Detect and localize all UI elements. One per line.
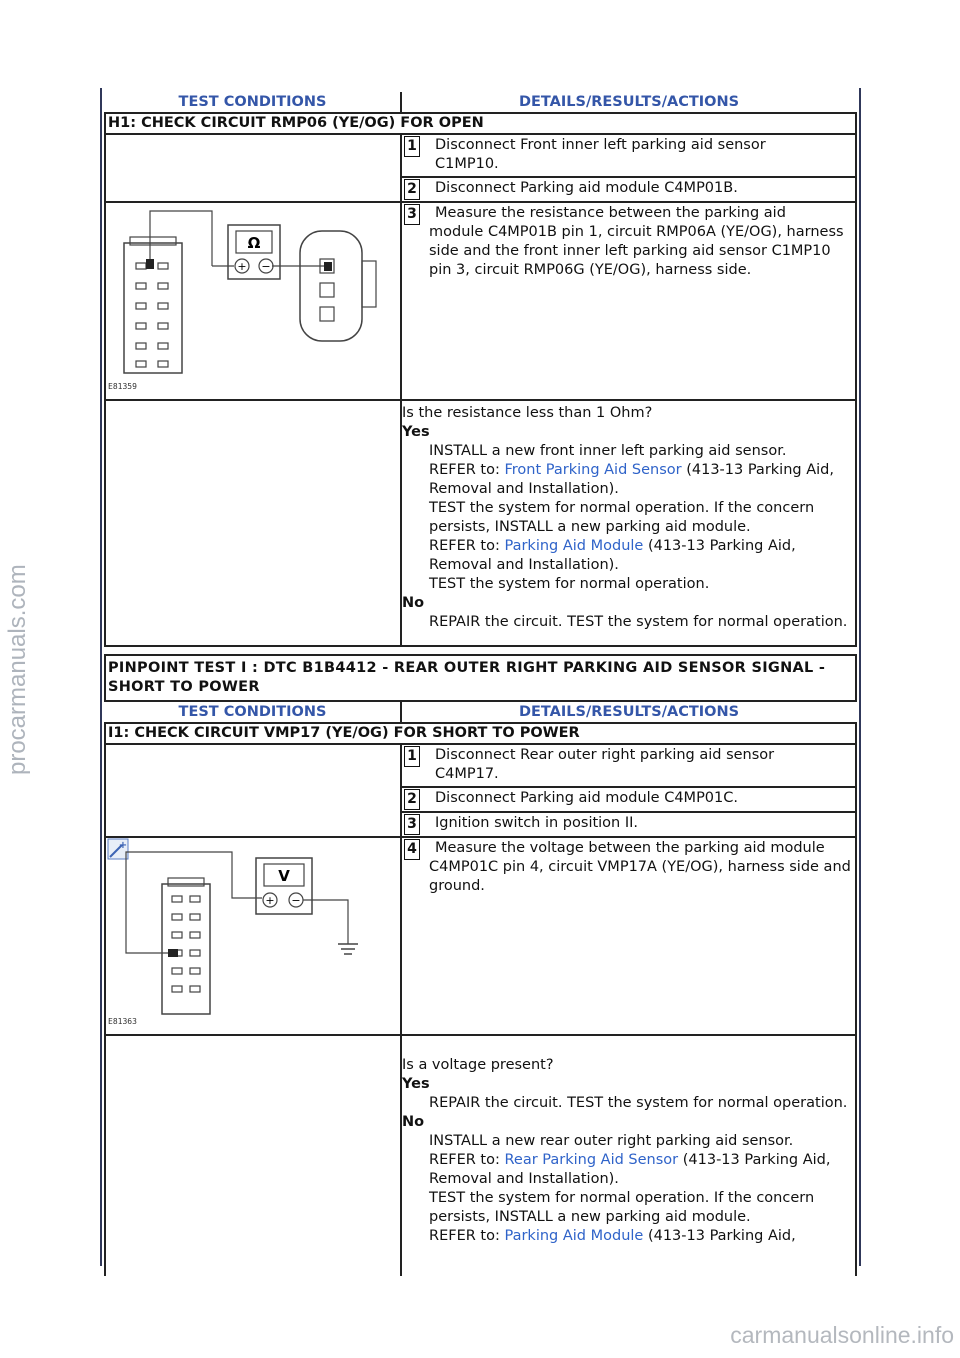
i1-results: Is a voltage present? Yes REPAIR the circuit. TEST the system for normal operation. No INSTALL a new rear outer right parking aid sensor. REFER to: Rear Parking Aid Sensor (413-13 Parking Aid, Removal and Installation). TEST the system for normal operation. If the concern persists, INSTALL a new parking aid module. REFER to: Parking Aid Module (413-13 Parking Aid,: [401, 1035, 856, 1276]
i1-step-4: 4 Measure the voltage between the parking aid module C4MP01C pin 4, circuit VMP17A (YE/OG), harness side and ground.: [401, 837, 856, 1035]
header-test-conditions: TEST CONDITIONS: [105, 701, 401, 723]
h1-step-1: 1 Disconnect Front inner left parking aid sensor C1MP10.: [401, 134, 856, 177]
step-number: 3: [404, 204, 420, 225]
parking-aid-module-link[interactable]: Parking Aid Module: [504, 1228, 644, 1244]
rear-parking-aid-sensor-link[interactable]: Rear Parking Aid Sensor: [504, 1152, 679, 1168]
ground-icon: [338, 944, 358, 954]
h1-diagram-cell: [105, 202, 401, 400]
diagram-ref-label: E81363: [108, 1017, 137, 1026]
svg-text:+: +: [237, 260, 247, 273]
pinpoint-i-table: [104, 654, 857, 1276]
page-left-rule: [100, 88, 102, 1266]
footer-watermark: carmanualsonline.info: [730, 1322, 954, 1348]
resistance-measurement-diagram: [106, 203, 400, 393]
header-details: DETAILS/RESULTS/ACTIONS: [401, 92, 856, 113]
parking-aid-module-link[interactable]: Parking Aid Module: [504, 538, 644, 554]
h1-empty-condition-2: [105, 400, 401, 646]
header-details: DETAILS/RESULTS/ACTIONS: [401, 701, 856, 723]
step-number: 3: [404, 814, 420, 835]
h1-step-3: 3 Measure the resistance between the parking aid module C4MP01B pin 1, circuit RMP06A (YE/OG), harness side and the front inner left parking aid sensor C1MP10 pin 3, circuit RMP06G (YE/OG), harness side.: [401, 202, 856, 400]
svg-text:−: −: [291, 894, 301, 907]
i1-empty-condition-2: [105, 1035, 401, 1276]
h1-yes-label: Yes: [402, 424, 430, 440]
header-test-conditions: TEST CONDITIONS: [105, 92, 401, 113]
step-number: 2: [404, 789, 420, 810]
i1-step-1: 1 Disconnect Rear outer right parking aid sensor C4MP17.: [401, 744, 856, 787]
h1-results: Is the resistance less than 1 Ohm? Yes INSTALL a new front inner left parking aid sensor. REFER to: Front Parking Aid Sensor (413-13 Parking Aid, Removal and Installation). TEST the system for normal operation. If the concern persists, INSTALL a new parking aid module. REFER to: Parking Aid Module (413-13 Parking Aid, Removal and Installation). TEST the system for normal operation. No REPAIR the circuit. TEST the system for normal operation.: [401, 400, 856, 646]
i1-question: Is a voltage present?: [402, 1057, 554, 1073]
front-parking-aid-sensor-link[interactable]: Front Parking Aid Sensor: [504, 462, 682, 478]
h1-question: Is the resistance less than 1 Ohm?: [402, 405, 653, 421]
svg-text:+: +: [118, 840, 128, 851]
volt-symbol: V: [278, 867, 290, 885]
i1-step-title: I1: CHECK CIRCUIT VMP17 (YE/OG) FOR SHORT TO POWER: [105, 723, 856, 744]
h1-empty-condition: [105, 134, 401, 202]
i1-no-label: No: [402, 1114, 425, 1130]
pinpoint-title: PINPOINT TEST I : DTC B1B4412 - REAR OUTER RIGHT PARKING AID SENSOR SIGNAL - SHORT TO POWER: [105, 655, 856, 701]
h1-step-2: 2 Disconnect Parking aid module C4MP01B.: [401, 177, 856, 202]
i1-empty-condition: [105, 744, 401, 837]
svg-text:+: +: [265, 894, 275, 907]
h1-header-row: [105, 92, 856, 113]
i1-diagram-cell: [105, 837, 401, 1035]
h1-step-title: H1: CHECK CIRCUIT RMP06 (YE/OG) FOR OPEN: [105, 113, 856, 134]
page-right-rule: [859, 88, 861, 1266]
step-number: 2: [404, 179, 420, 200]
svg-text:−: −: [261, 260, 271, 273]
h1-table: [104, 92, 857, 647]
h1-no-label: No: [402, 595, 425, 611]
zoom-icon[interactable]: [108, 839, 128, 859]
voltage-measurement-diagram: [106, 838, 400, 1028]
diagram-ref-label: E81359: [108, 382, 137, 391]
ohm-symbol: Ω: [247, 234, 261, 252]
step-number: 1: [404, 746, 420, 767]
step-number: 4: [404, 839, 420, 860]
i1-step-3: 3 Ignition switch in position II.: [401, 812, 856, 837]
pinpoint-test-i: [104, 654, 855, 1276]
i1-step-2: 2 Disconnect Parking aid module C4MP01C.: [401, 787, 856, 812]
section-h1: [104, 92, 855, 647]
i1-yes-label: Yes: [402, 1076, 430, 1092]
step-number: 1: [404, 136, 420, 157]
side-watermark: procarmanuals.com: [4, 564, 31, 775]
pinpoint-header-row: [105, 701, 856, 723]
